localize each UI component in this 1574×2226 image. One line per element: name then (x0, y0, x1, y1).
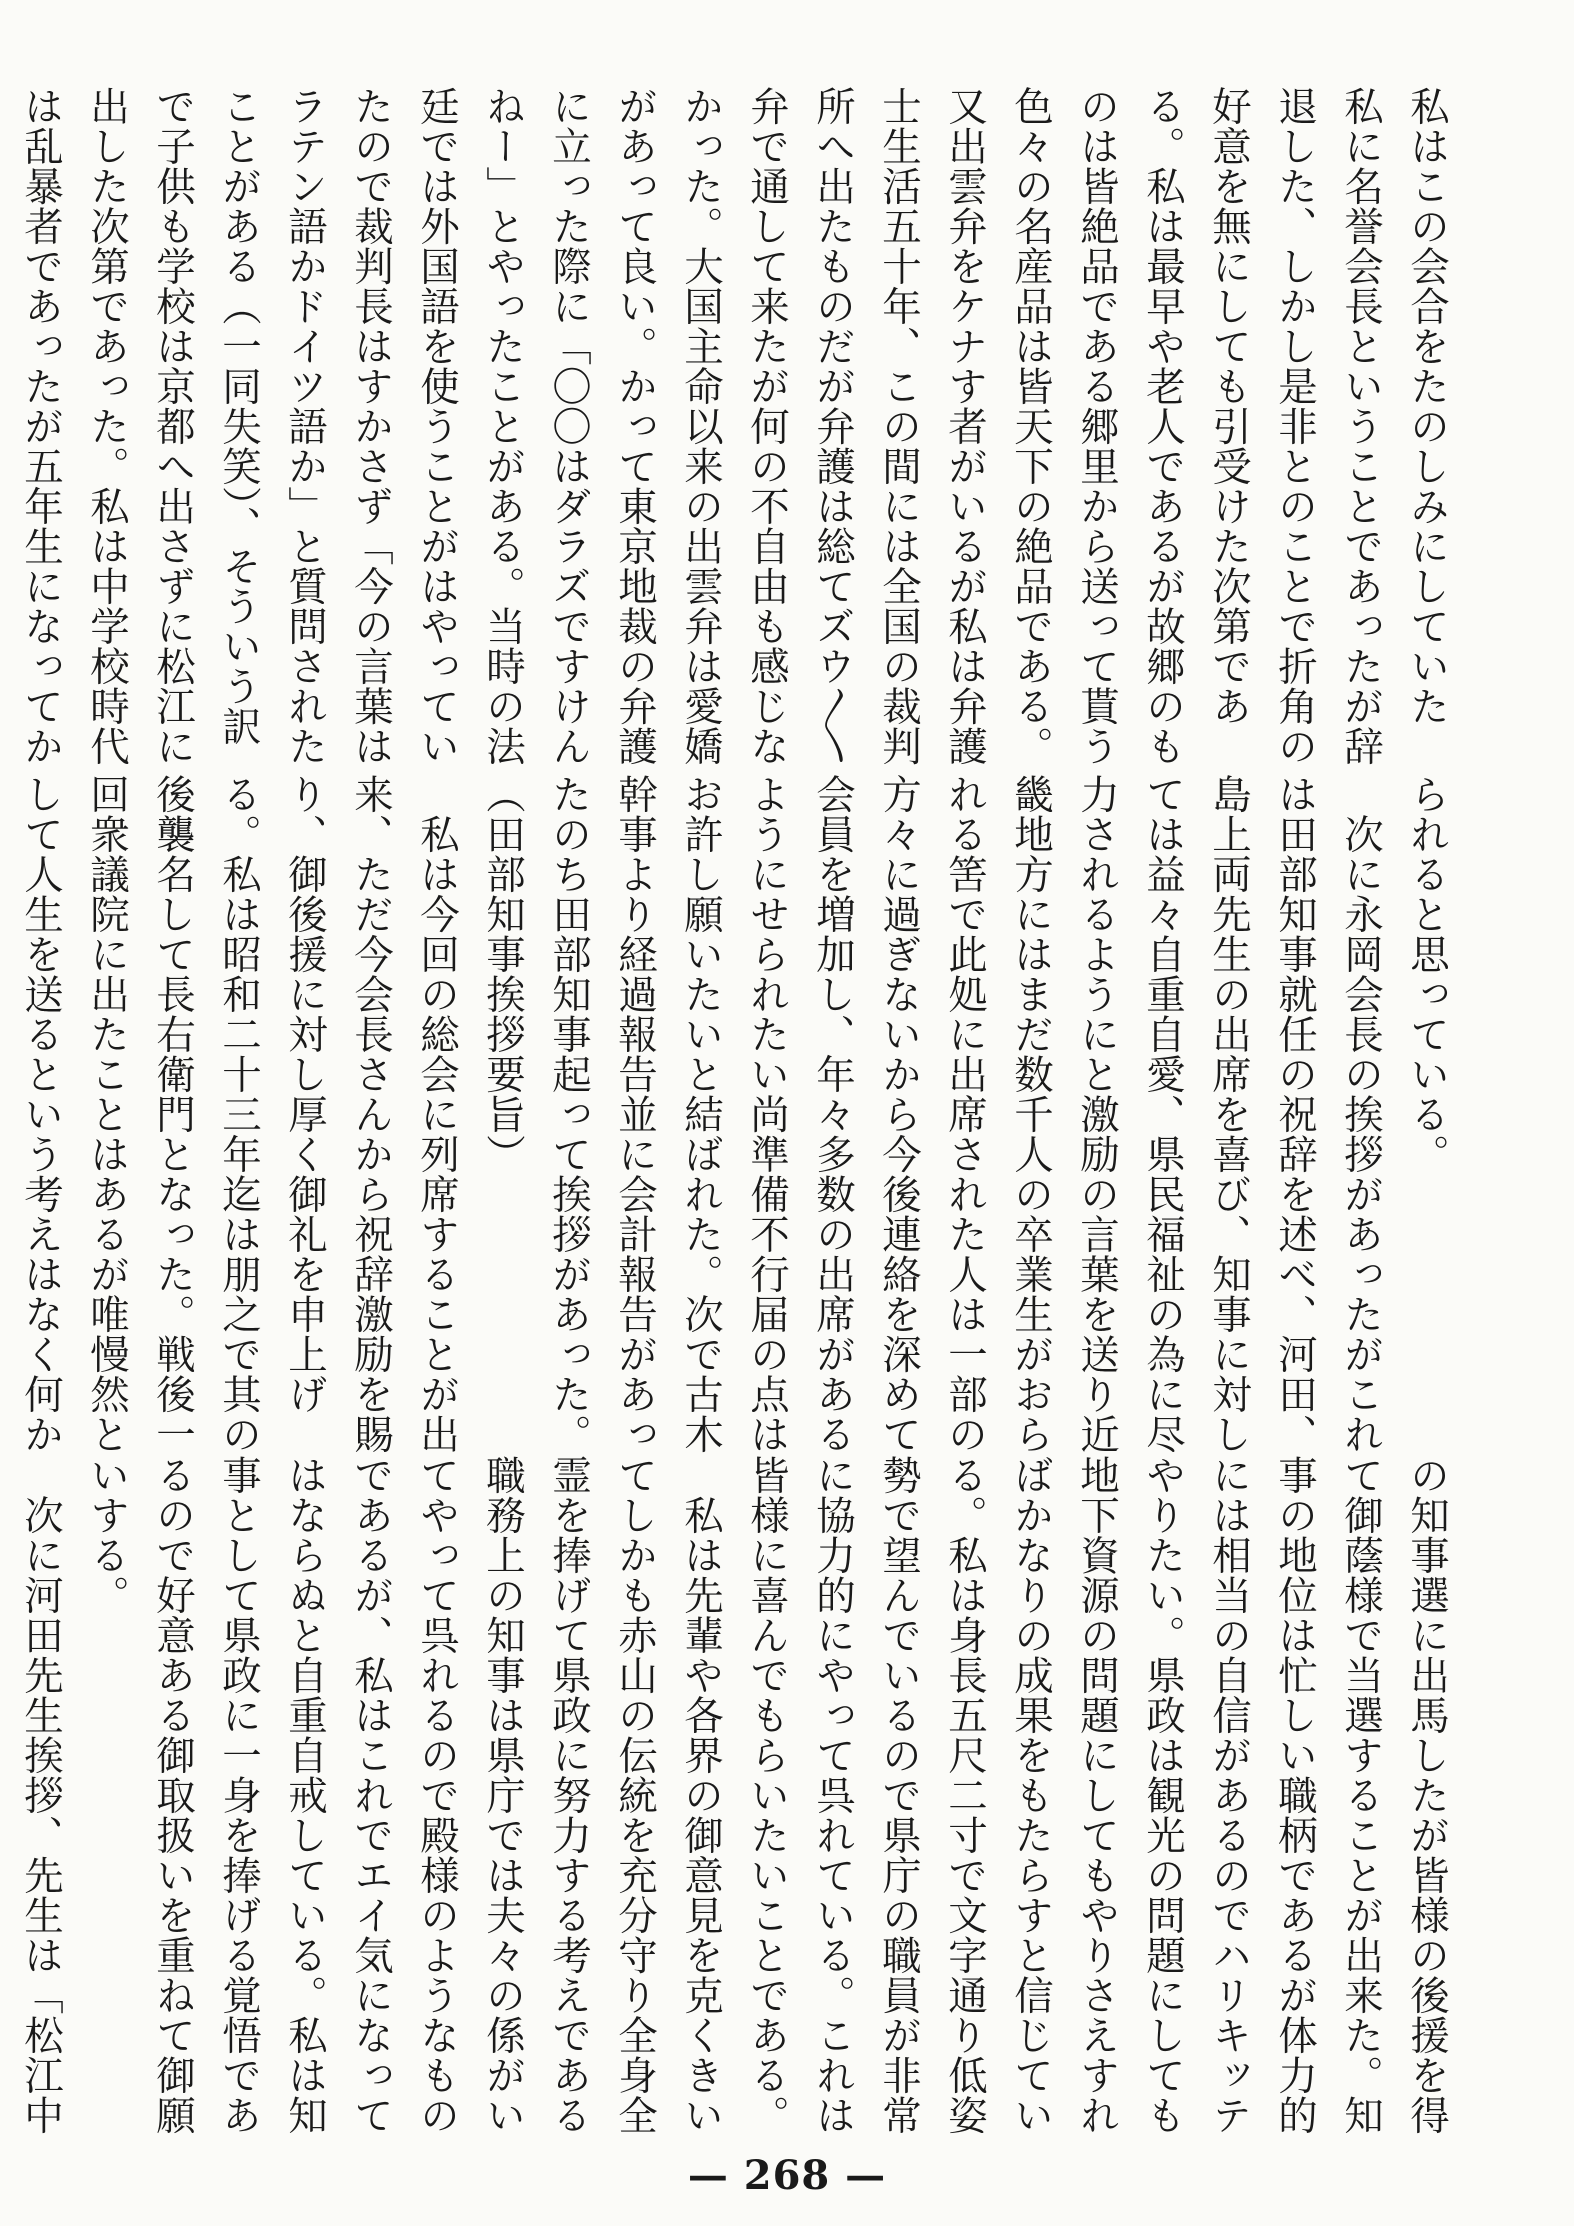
text-line: る。私は身長五尺二寸で文字通り低姿 (942, 1455, 988, 2135)
text-line: 又出雲弁をケナす者がいるが私は弁護 (942, 86, 988, 766)
text-line: は乱暴者であったが五年生になってか (18, 86, 64, 766)
text-line: 職務上の知事は県庁では夫々の係がい (480, 1455, 526, 2135)
text-line: ラテン語かドイツ語か」と質問された (282, 86, 328, 766)
text-line: やりたい。県政は観光の問題にしても (1140, 1455, 1186, 2135)
text-line: ねー」とやったことがある。当時の法 (480, 86, 526, 766)
text-line: て御蔭様で当選することが出来た。知 (1338, 1455, 1384, 2135)
text-line: 好意を無にしても引受けた次第であ (1206, 86, 1252, 726)
text-line: たので裁判長はすかさず「今の言葉は (348, 86, 394, 766)
text-line: 島上両先生の出席を喜び、知事に対し (1206, 774, 1252, 1454)
text-line: のは皆絶品である郷里から送って貰う (1074, 86, 1120, 766)
text-line (0, 1455, 8, 2145)
text-line (0, 86, 8, 776)
text-line: られると思っている。 (1404, 774, 1450, 1174)
text-line: は田部知事就任の祝辞を述べ、河田、 (1272, 774, 1318, 1454)
text-line: 後襲名して長右衛門となった。戦後一 (150, 774, 196, 1454)
text-line: 色々の名産品は皆天下の絶品である。 (1008, 86, 1054, 766)
text-block-middle (18, 774, 1460, 1454)
text-line: 私はこの会合をたのしみにしていた (1404, 86, 1450, 726)
text-line: 皆様に喜んでもらいたいことである。 (744, 1455, 790, 2135)
text-block-lower (18, 1455, 1460, 2145)
text-line: たのち田部知事起って挨拶があった。 (546, 774, 592, 1454)
text-line: であるが、私はこれでエイ気になって (348, 1455, 394, 2135)
text-line: で子供も学校は京都へ出さずに松江に (150, 86, 196, 766)
text-line: に協力的にやって呉れている。これは (810, 1455, 856, 2135)
text-line: 廷では外国語を使うことがはやってい (414, 86, 460, 766)
text-line: 霊を捧げて県政に努力する考えである (546, 1455, 592, 2135)
text-line: 事として県政に一身を捧げる覚悟であ (216, 1455, 262, 2135)
text-line: 私は今回の総会に列席することが出 (414, 774, 460, 1454)
text-line: 弁で通して来たが何の不自由も感じな (744, 86, 790, 766)
text-line: 私に名誉会長ということであったが辞 (1338, 86, 1384, 766)
text-line (0, 774, 8, 1444)
text-line: ことがある（一同失笑）、そういう訳 (216, 86, 262, 747)
text-line: ては益々自重自愛、県民福祉の為に尽 (1140, 774, 1186, 1454)
text-line: 力されるようにと激励の言葉を送り近 (1074, 774, 1120, 1454)
text-line: に立った際に「〇〇はダラズですけん (546, 86, 592, 766)
text-line: 次に河田先生挨拶、先生は「松江中 (18, 1455, 64, 2135)
text-line: てしかも赤山の伝統を充分守り全身全 (612, 1455, 658, 2135)
text-line: 畿地方にはまだ数千人の卒業生がおら (1008, 774, 1054, 1454)
text-line: 会員を増加し、年々多数の出席がある (810, 774, 856, 1454)
text-line: があって良い。かって東京地裁の弁護 (612, 86, 658, 766)
page-number: — 268 — (687, 2152, 887, 2199)
text-line: 私は先輩や各界の御意見を克くきい (678, 1455, 724, 2135)
text-line: はならぬと自重自戒している。私は知 (282, 1455, 328, 2135)
text-line: 所へ出たものだが弁護は総てズウ〳〵 (810, 86, 856, 766)
text-line: 勢で望んでいるので県庁の職員が非常 (876, 1455, 922, 2135)
text-line: るので好意ある御取扱いを重ねて御願 (150, 1455, 196, 2135)
text-line: 方々に過ぎないから今後連絡を深めて (876, 774, 922, 1454)
text-line: いする。 (84, 1455, 130, 1615)
text-line: して人生を送るという考えはなく何か (18, 774, 64, 1454)
text-line: の知事選に出馬したが皆様の後援を得 (1404, 1455, 1450, 2135)
text-line: り、御後援に対し厚く御礼を申上げ (282, 774, 328, 1414)
text-line: てやって呉れるので殿様のようなもの (414, 1455, 460, 2135)
text-line: 地下資源の問題にしてもやりさえすれ (1074, 1455, 1120, 2135)
text-line: 士生活五十年、この間には全国の裁判 (876, 86, 922, 766)
text-line: 退した、しかし是非とのことで折角の (1272, 86, 1318, 766)
text-line: かった。大国主命以来の出雲弁は愛嬌 (678, 86, 724, 766)
text-line: お許し願いたいと結ばれた。次で古木 (678, 774, 724, 1454)
text-line: ようにせられたい尚準備不行届の点は (744, 774, 790, 1454)
text-line: 出した次第であった。私は中学校時代 (84, 86, 130, 766)
text-line: 事の地位は忙しい職柄であるが体力的 (1272, 1455, 1318, 2135)
text-line: る。私は昭和二十三年迄は朋之で其の (216, 774, 262, 1454)
text-line: には相当の自信があるのでハリキッテ (1206, 1455, 1252, 2135)
text-line: ばかなりの成果をもたらすと信じてい (1008, 1455, 1054, 2135)
text-line: れる筈で此処に出席された人は一部の (942, 774, 988, 1454)
text-line: 回衆議院に出たことはあるが唯慢然と (84, 774, 130, 1454)
text-line: 幹事より経過報告並に会計報告があっ (612, 774, 658, 1454)
text-line: る。私は最早や老人であるが故郷のも (1140, 86, 1186, 766)
text-line: 来、ただ今会長さんから祝辞激励を賜 (348, 774, 394, 1454)
text-line: （田部知事挨拶要旨） (480, 774, 526, 1174)
text-block-upper (18, 86, 1460, 776)
text-line: 次に永岡会長の挨拶があったがこれ (1338, 774, 1384, 1454)
